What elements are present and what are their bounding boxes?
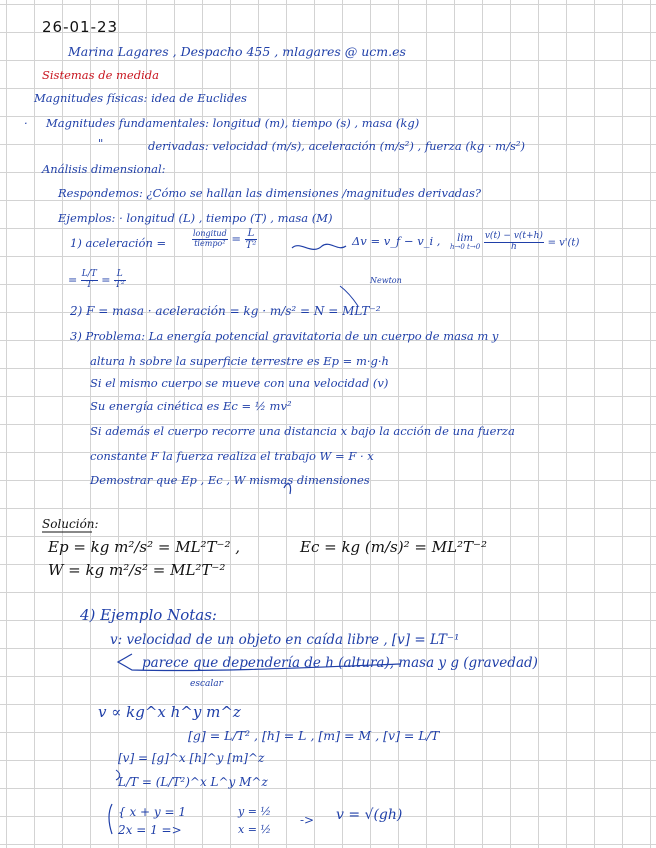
fundamentales-line: Magnitudes fundamentales: longitud (m), tiempo (s) , masa (kg) (46, 116, 420, 130)
ex1-fraction (192, 228, 257, 251)
ex1-limit (450, 232, 579, 253)
solucion-title: Solución: (42, 517, 99, 531)
contact-line: Marina Lagares , Despacho 455 , mlagares @ ucm.es (68, 44, 406, 59)
solucion-w: W = kg m²/s² = ML²T⁻² (48, 561, 226, 579)
ex1-lim-num: v(t) − v(t+h) (484, 231, 543, 241)
ex1-label: 1) aceleración = (70, 236, 167, 250)
ex1-lim: lim (457, 233, 474, 245)
ex2-line: 2) F = masa · aceleración = kg · m/s² = N = MLT⁻² (70, 304, 381, 318)
solucion-ec: Ec = kg (m/s)² = ML²T⁻² (300, 538, 487, 556)
ex1b-eq2: = (101, 273, 111, 287)
ex1b-den2: T² (114, 279, 125, 290)
result-arrow: -> (300, 813, 315, 827)
ejemplo4-line-1: v: velocidad de un objeto en caída libre , [v] = LT⁻¹ (110, 632, 460, 648)
ex3-line-1: 3) Problema: La energía potencial gravitatoria de un cuerpo de masa m y (70, 329, 499, 343)
dimensions-line: [g] = L/T² , [h] = L , [m] = M , [v] = L/T (188, 728, 440, 743)
ex1-frac-den: tiempo² (194, 239, 226, 248)
ditto-mark: " (98, 136, 104, 150)
ex1-lim-sub: h→0 t→0 (450, 243, 481, 252)
ex3-line-3: Si el mismo cuerpo se mueve con una velocidad (v) (90, 376, 389, 390)
tilde-arrow-stroke (292, 244, 346, 249)
ejemplo4-line-2: parece que dependería de h (altura), masa y g (gravedad) (142, 655, 538, 671)
analisis-title: Análisis dimensional: (42, 162, 166, 176)
result-velocity: v = √(gh) (336, 807, 403, 823)
ex1-frac-num: longitud (193, 229, 227, 239)
ex1-lim-result: = v'(t) (547, 237, 580, 249)
ex1b-num1: L/T (81, 269, 97, 279)
equation-2: L/T = (L/T²)^x L^y M^z (118, 775, 268, 789)
newton-note: Newton (370, 276, 402, 285)
solution-x: x = ½ (238, 823, 272, 836)
equation-1: [v] = [g]^x [h]^y [m]^z (118, 751, 265, 765)
ex1-lt-den: T² (245, 240, 257, 251)
ex3-line-5: Si además el cuerpo recorre una distancia x bajo la acción de una fuerza (90, 424, 515, 438)
ex1-eq: = (231, 231, 241, 246)
question-line: Respondemos: ¿Cómo se hallan las dimensiones /magnitudes derivadas? (58, 186, 482, 200)
ex1-lt-num: L (245, 228, 258, 240)
system-brace-stroke (109, 804, 112, 834)
ex3-line-7: Demostrar que Ep , Ec , W mismas dimensiones (90, 473, 370, 487)
bullet-dot: · (24, 116, 28, 130)
derivadas-line: derivadas: velocidad (m/s), aceleración (m/s²) , fuerza (kg · m/s²) (148, 139, 525, 153)
ex1-lim-den: h (510, 241, 517, 252)
ex1b-den1: T (86, 279, 93, 290)
ex1b-line (68, 270, 126, 291)
solucion-ep: Ep = kg m²/s² = ML²T⁻² , (48, 538, 241, 556)
topic-title: Sistemas de medida (42, 68, 159, 82)
ex1b-eq1: = (68, 273, 78, 287)
proportional-line: v ∝ kg^x h^y m^z (98, 703, 241, 721)
ejemplo4-title: 4) Ejemplo Notas: (80, 606, 217, 624)
escalar-note: escalar (190, 679, 223, 689)
newton-pointer-stroke (340, 286, 358, 306)
ejemplos-line: Ejemplos: · longitud (L) , tiempo (T) , masa (M) (58, 211, 333, 225)
solution-y: y = ½ (238, 805, 272, 818)
system-line-1: { x + y = 1 (118, 805, 186, 819)
system-line-2: 2x = 1 => (118, 823, 182, 837)
ex3-line-2: altura h sobre la superficie terrestre es Ep = m·g·h (90, 354, 389, 368)
ex1b-num2: L (114, 270, 126, 281)
date: 26-01-23 (42, 18, 119, 36)
ex3-line-6: constante F la fuerza realiza el trabajo W = F · x (90, 449, 374, 463)
ex1-delta-v: Δv = v_f − v_i , (352, 234, 441, 248)
ex3-line-4: Su energía cinética es Ec = ½ mv² (90, 399, 292, 413)
section-title-magnitudes: Magnitudes físicas: idea de Euclides (34, 91, 247, 105)
